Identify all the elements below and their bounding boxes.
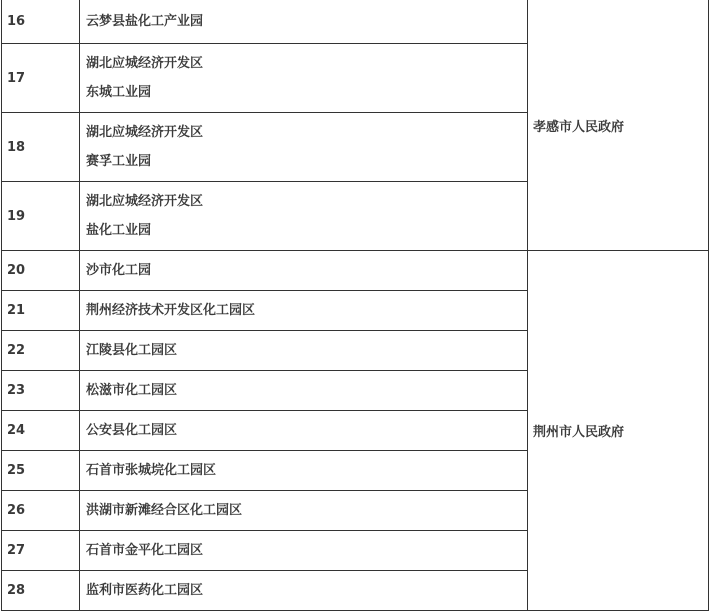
row-number: 23 xyxy=(2,371,80,411)
row-number: 25 xyxy=(2,451,80,491)
row-number: 27 xyxy=(2,531,80,571)
park-name-subline: 东城工业园 xyxy=(86,85,152,100)
park-name-cell xyxy=(80,451,528,491)
row-number: 21 xyxy=(2,291,80,331)
park-name-cell xyxy=(80,531,528,571)
table-row xyxy=(2,0,709,44)
row-number: 19 xyxy=(2,182,80,251)
park-name-subline: 盐化工业园 xyxy=(86,223,152,238)
park-name-subline: 赛孚工业园 xyxy=(86,154,152,169)
park-name-cell xyxy=(80,0,528,44)
table-row xyxy=(2,251,709,291)
park-name-cell xyxy=(80,44,528,113)
park-name-cell xyxy=(80,251,528,291)
row-number: 18 xyxy=(2,113,80,182)
park-name: 云梦县盐化工产业园 xyxy=(86,14,204,29)
park-name: 荆州经济技术开发区化工园区 xyxy=(86,303,256,318)
park-name-cell xyxy=(80,182,528,251)
row-number: 28 xyxy=(2,571,80,611)
row-number: 22 xyxy=(2,331,80,371)
park-name-cell xyxy=(80,571,528,611)
park-name-cell xyxy=(80,331,528,371)
park-name: 湖北应城经济开发区 xyxy=(86,194,204,209)
park-name: 松滋市化工园区 xyxy=(86,383,178,398)
row-number: 20 xyxy=(2,251,80,291)
chemical-park-table xyxy=(1,0,709,611)
government-cell: 孝感市人民政府 xyxy=(528,0,709,251)
park-name: 洪湖市新滩经合区化工园区 xyxy=(86,503,243,518)
park-name-cell xyxy=(80,411,528,451)
park-name: 沙市化工园 xyxy=(86,263,152,278)
row-number: 17 xyxy=(2,44,80,113)
row-number: 24 xyxy=(2,411,80,451)
park-name-cell xyxy=(80,113,528,182)
park-name: 石首市张城垸化工园区 xyxy=(86,463,217,478)
row-number: 26 xyxy=(2,491,80,531)
park-name: 公安县化工园区 xyxy=(86,423,178,438)
park-name-cell xyxy=(80,371,528,411)
park-name: 监利市医药化工园区 xyxy=(86,583,204,598)
park-name: 湖北应城经济开发区 xyxy=(86,125,204,140)
park-name-cell xyxy=(80,491,528,531)
park-name: 湖北应城经济开发区 xyxy=(86,56,204,71)
government-cell: 荆州市人民政府 xyxy=(528,251,709,611)
park-name-cell xyxy=(80,291,528,331)
park-name: 江陵县化工园区 xyxy=(86,343,178,358)
row-number: 16 xyxy=(2,0,80,44)
park-name: 石首市金平化工园区 xyxy=(86,543,204,558)
